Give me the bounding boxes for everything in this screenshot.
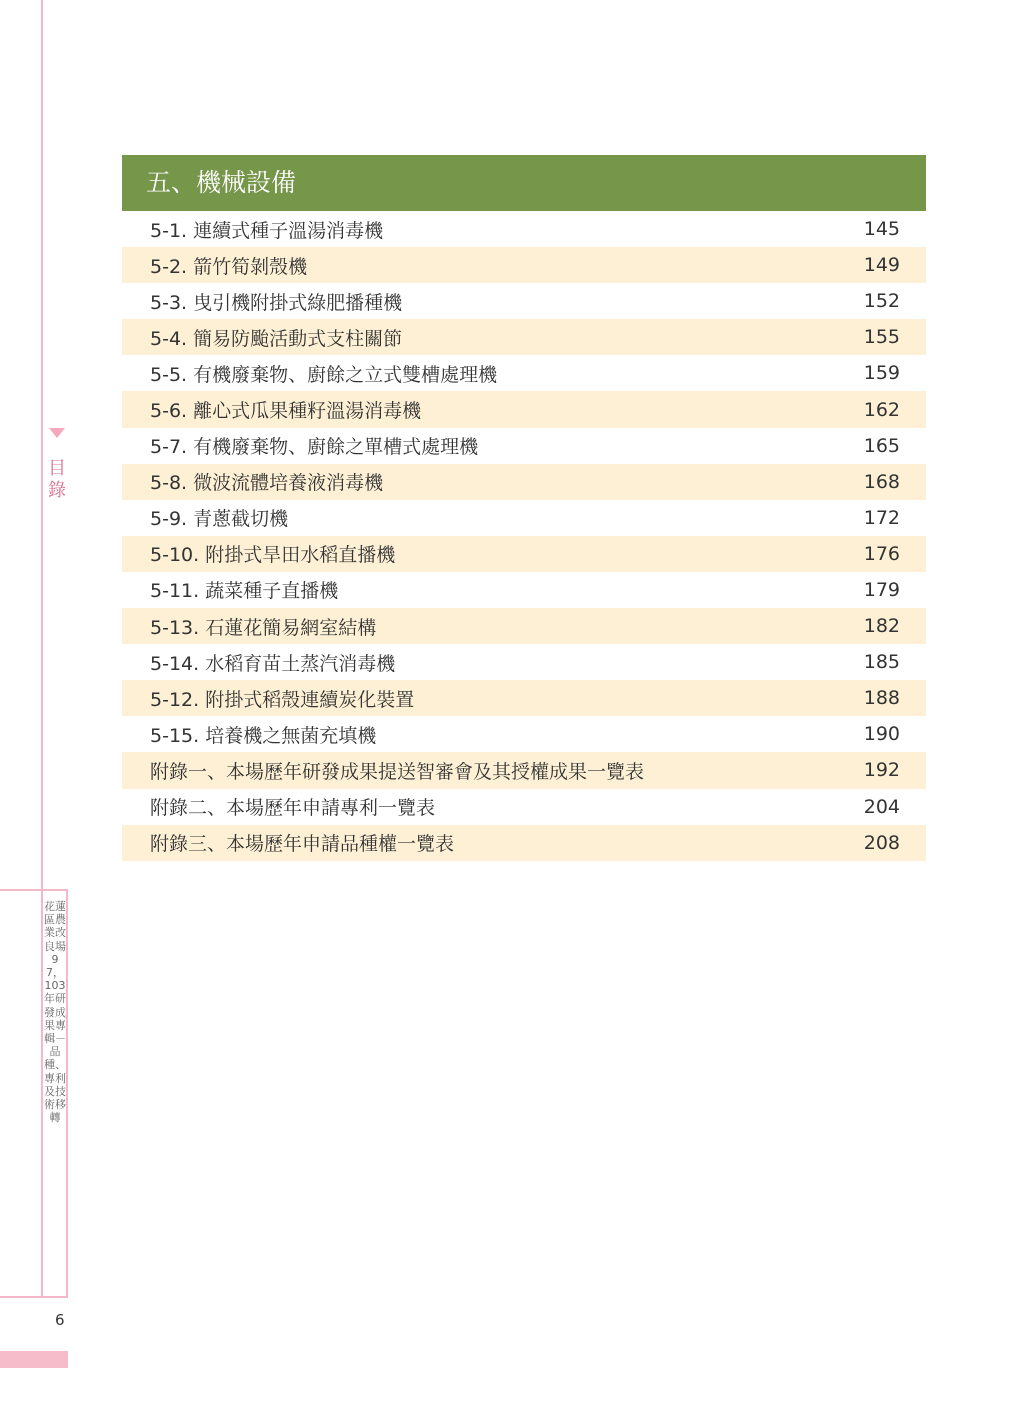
toc-entry[interactable] — [122, 825, 926, 861]
toc-entry[interactable] — [122, 716, 926, 752]
book-title: 花蓮區農業改良場97，103年研發成果專輯－品種、專利及技術移轉 — [44, 900, 66, 1125]
toc-entry[interactable] — [122, 680, 926, 716]
toc-entry-title: 附錄三、本場歷年申請品種權一覽表 — [150, 833, 455, 856]
section-label: 目錄 — [48, 458, 66, 501]
toc-entry-page: 145 — [863, 218, 900, 241]
toc-entry-title: 5-12. 附掛式稻殼連續炭化裝置 — [150, 688, 415, 711]
toc-entry-page: 179 — [863, 578, 900, 601]
toc-entry[interactable] — [122, 789, 926, 825]
toc-entry-page: 192 — [863, 759, 900, 782]
toc-entry[interactable] — [122, 464, 926, 500]
toc-entry-title: 5-10. 附掛式旱田水稻直播機 — [150, 544, 396, 567]
toc-entry-title: 5-5. 有機廢棄物、廚餘之立式雙槽處理機 — [150, 363, 498, 386]
toc-entry-title: 5-14. 水稻育苗土蒸汽消毒機 — [150, 652, 396, 675]
toc-entry-title: 附錄一、本場歷年研發成果提送智審會及其授權成果一覽表 — [150, 760, 645, 783]
toc-entry[interactable] — [122, 211, 926, 247]
toc-entry-title: 5-4. 簡易防颱活動式支柱關節 — [150, 327, 403, 350]
toc-entry-page: 159 — [863, 362, 900, 385]
toc-entry[interactable] — [122, 536, 926, 572]
toc-entry[interactable] — [122, 752, 926, 788]
toc-entry-title: 5-6. 離心式瓜果種籽溫湯消毒機 — [150, 400, 422, 423]
toc-entry-page: 190 — [863, 723, 900, 746]
toc-entry-title: 5-2. 箭竹筍剝殼機 — [150, 255, 308, 278]
toc-entry-title: 5-8. 微波流體培養液消毒機 — [150, 472, 384, 495]
toc-entry-title: 附錄二、本場歷年申請專利一覽表 — [150, 797, 436, 820]
toc-entry-page: 155 — [863, 326, 900, 349]
toc-entry[interactable] — [122, 644, 926, 680]
toc-entry[interactable] — [122, 283, 926, 319]
toc-entry-title: 5-3. 曳引機附掛式綠肥播種機 — [150, 291, 403, 314]
toc-entry[interactable] — [122, 355, 926, 391]
toc-entry[interactable] — [122, 319, 926, 355]
triangle-marker-icon — [49, 428, 65, 438]
toc-entry-page: 208 — [863, 831, 900, 854]
toc-entry-page: 185 — [863, 651, 900, 674]
toc-entry-page: 152 — [863, 290, 900, 313]
toc-entry[interactable] — [122, 247, 926, 283]
toc-entry-page: 188 — [863, 687, 900, 710]
toc-entry[interactable] — [122, 391, 926, 427]
toc-entries — [122, 211, 926, 861]
toc-entry-page: 165 — [863, 434, 900, 457]
toc-entry-title: 5-15. 培養機之無菌充填機 — [150, 724, 377, 747]
toc-entry[interactable] — [122, 500, 926, 536]
toc-entry-page: 172 — [863, 506, 900, 529]
toc-heading: 五、機械設備 — [122, 155, 926, 211]
toc-entry-title: 5-9. 青蔥截切機 — [150, 508, 289, 531]
toc-entry-title: 5-1. 連續式種子溫湯消毒機 — [150, 219, 384, 242]
toc-entry-title: 5-13. 石蓮花簡易網室結構 — [150, 616, 377, 639]
toc-entry-page: 182 — [863, 615, 900, 638]
toc-entry-page: 162 — [863, 398, 900, 421]
page-tab-bar — [0, 1351, 68, 1368]
toc-entry-page: 176 — [863, 542, 900, 565]
toc-entry-page: 168 — [863, 470, 900, 493]
toc-entry-title: 5-11. 蔬菜種子直播機 — [150, 580, 339, 603]
toc-entry-title: 5-7. 有機廢棄物、廚餘之單槽式處理機 — [150, 436, 479, 459]
toc-entry[interactable] — [122, 572, 926, 608]
toc-entry[interactable] — [122, 608, 926, 644]
toc-entry[interactable] — [122, 428, 926, 464]
toc-entry-page: 149 — [863, 254, 900, 277]
table-of-contents — [122, 155, 926, 861]
page-number: 6 — [55, 1311, 65, 1329]
toc-entry-page: 204 — [863, 795, 900, 818]
